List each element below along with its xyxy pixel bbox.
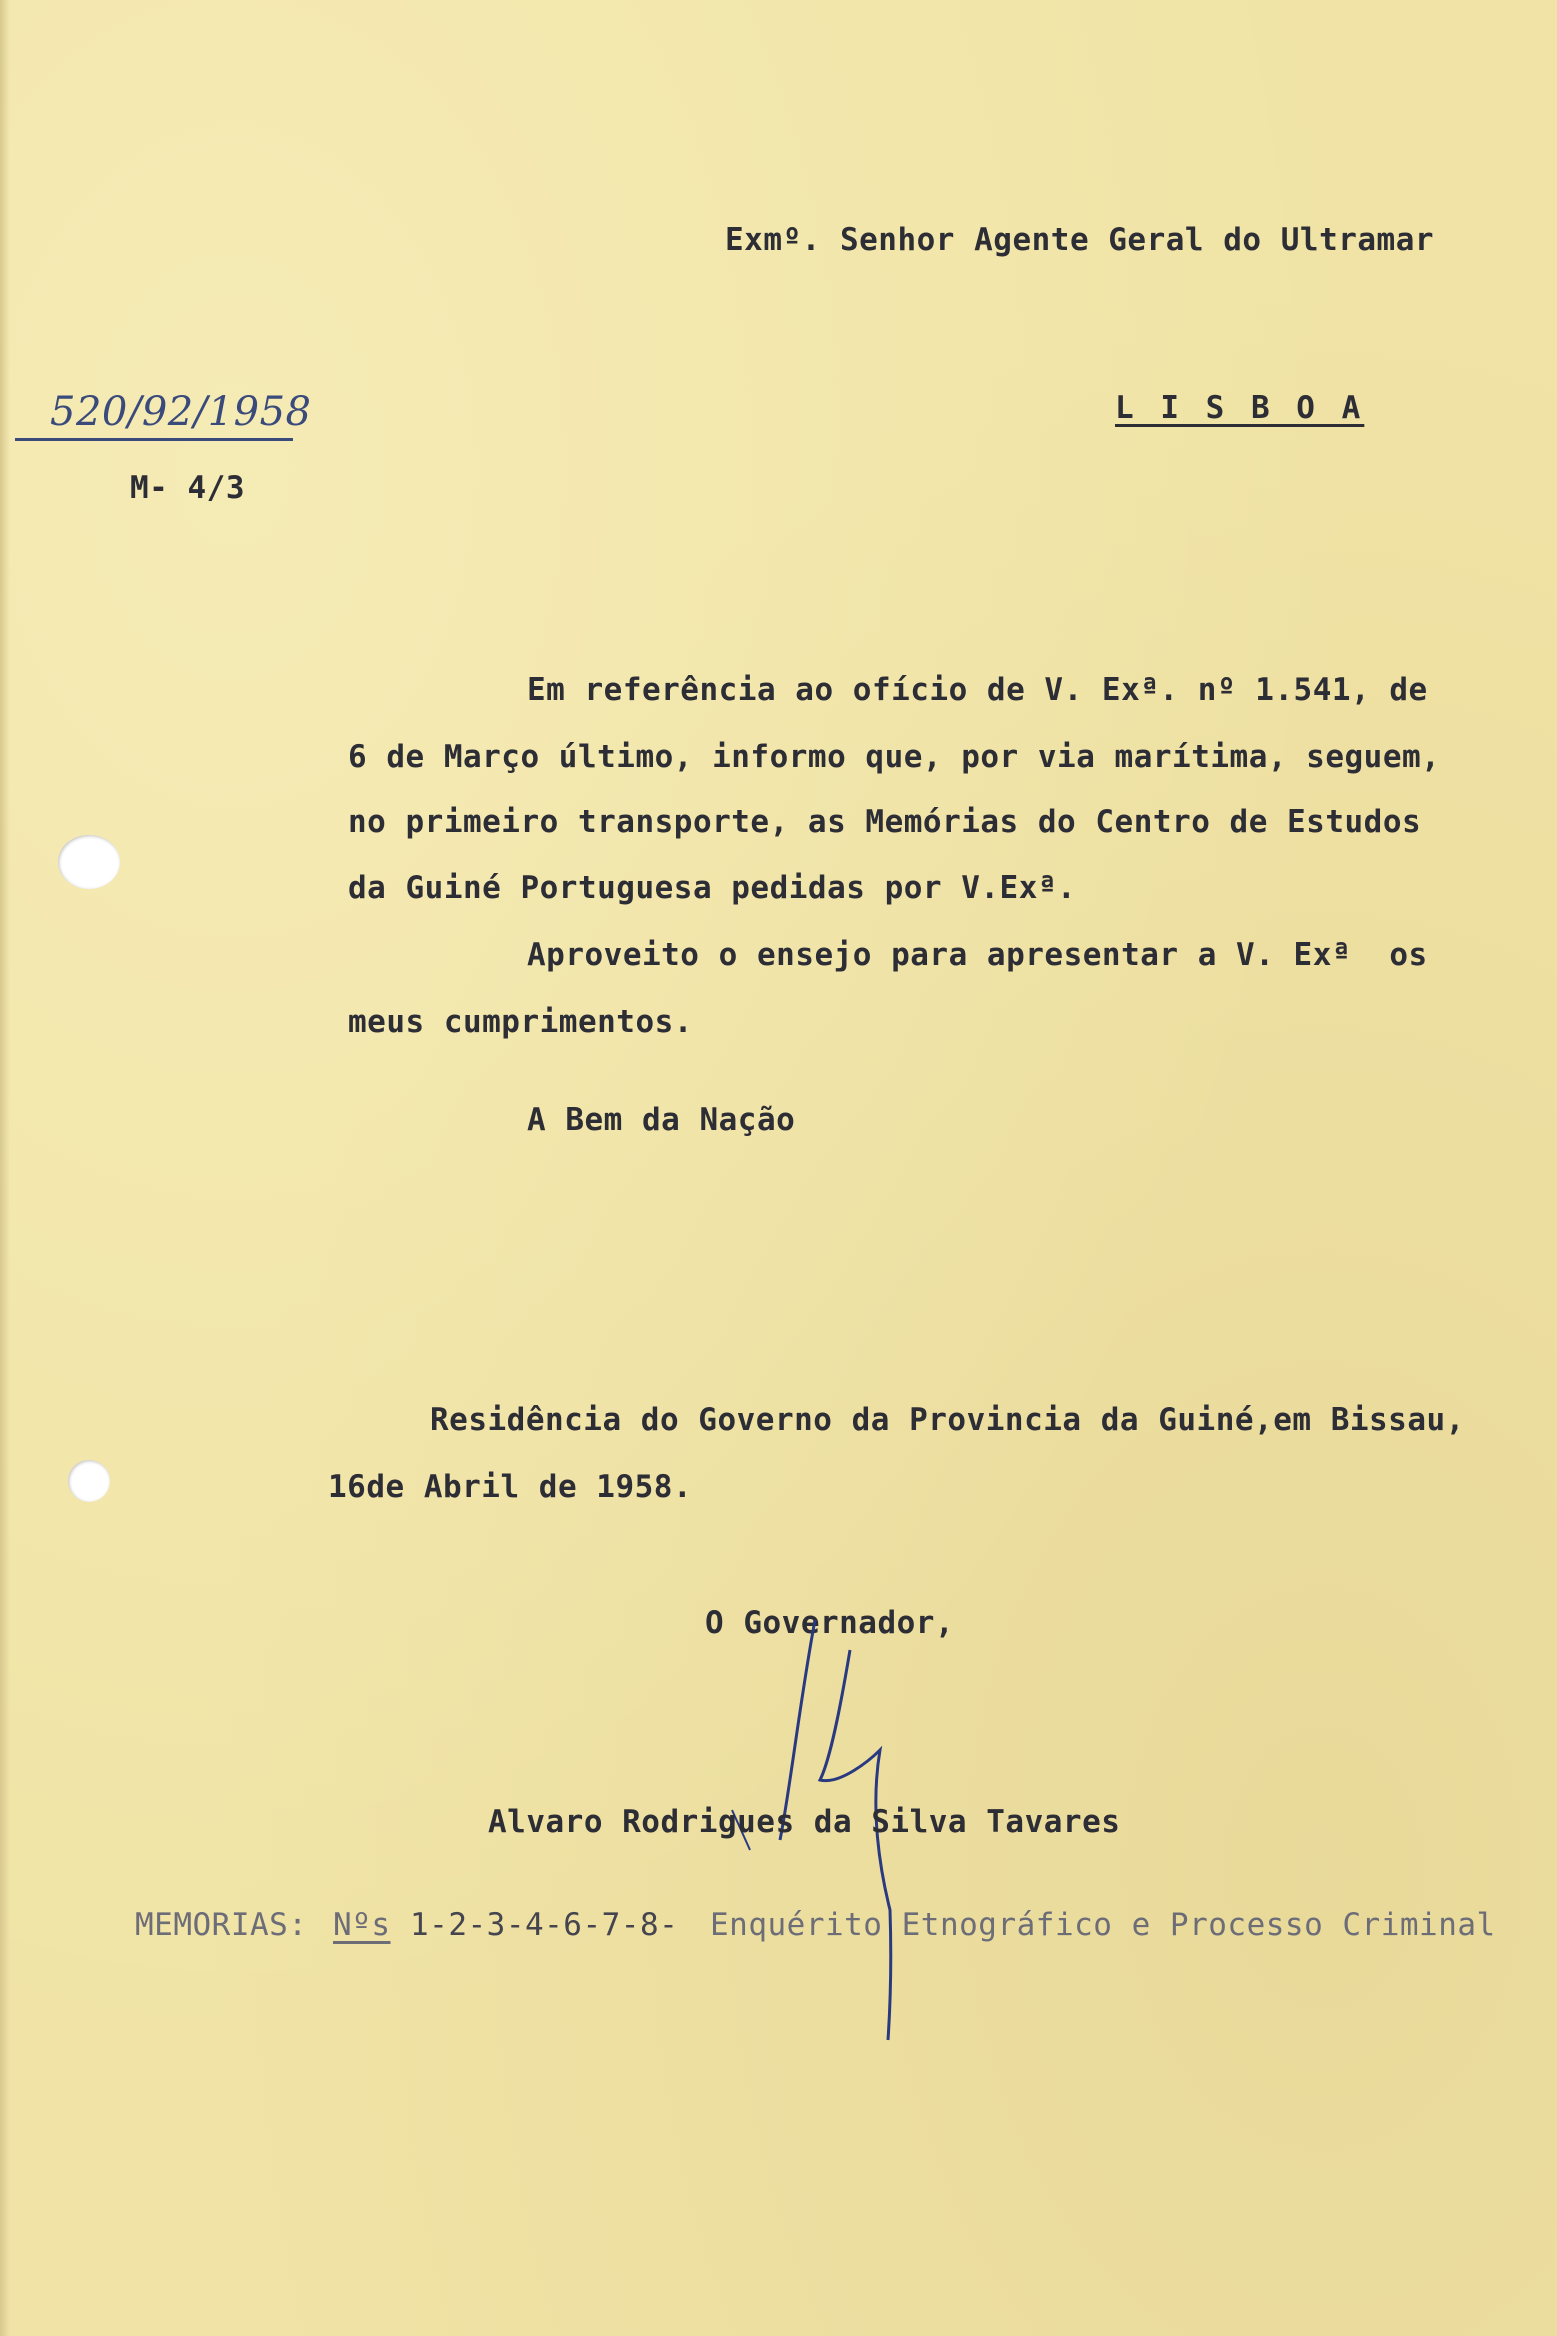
- city-heading: L I S B O A: [1115, 390, 1365, 426]
- punch-hole-top: [58, 835, 120, 889]
- body-line: 6 de Março último, informo que, por via marítima, seguem,: [348, 739, 1441, 775]
- salutation: A Bem da Nação: [527, 1102, 796, 1138]
- footer-numbers: 1-2-3-4-6-7-8-: [410, 1907, 679, 1943]
- signer-name: Alvaro Rodrigues da Silva Tavares: [488, 1804, 1121, 1840]
- reference-number: 520/92/1958: [50, 389, 312, 435]
- reference-underline: [15, 438, 293, 441]
- footer-description: Enquérito Etnográfico e Processo Criminal: [710, 1907, 1496, 1943]
- paper-edge-shadow: [0, 0, 10, 2336]
- body-line: da Guiné Portuguesa pedidas por V.Exª.: [348, 870, 1077, 906]
- reference-code: M- 4/3: [130, 470, 245, 506]
- footer-numbers-label: Nºs: [333, 1907, 391, 1943]
- punch-hole-bottom: [68, 1460, 110, 1502]
- body-line: Em referência ao ofício de V. Exª. nº 1.541, de: [527, 672, 1428, 708]
- body-line: Aproveito o ensejo para apresentar a V. Exª os: [527, 937, 1428, 973]
- signer-title: O Governador,: [705, 1605, 955, 1641]
- place-line: Residência do Governo da Provincia da Guiné,em Bissau,: [430, 1402, 1465, 1438]
- addressee-line: Exmº. Senhor Agente Geral do Ultramar: [725, 222, 1435, 258]
- date-line: 16de Abril de 1958.: [328, 1469, 693, 1505]
- body-line: no primeiro transporte, as Memórias do Centro de Estudos: [348, 804, 1422, 840]
- body-line: meus cumprimentos.: [348, 1004, 693, 1040]
- footer-label: MEMORIAS:: [135, 1907, 308, 1943]
